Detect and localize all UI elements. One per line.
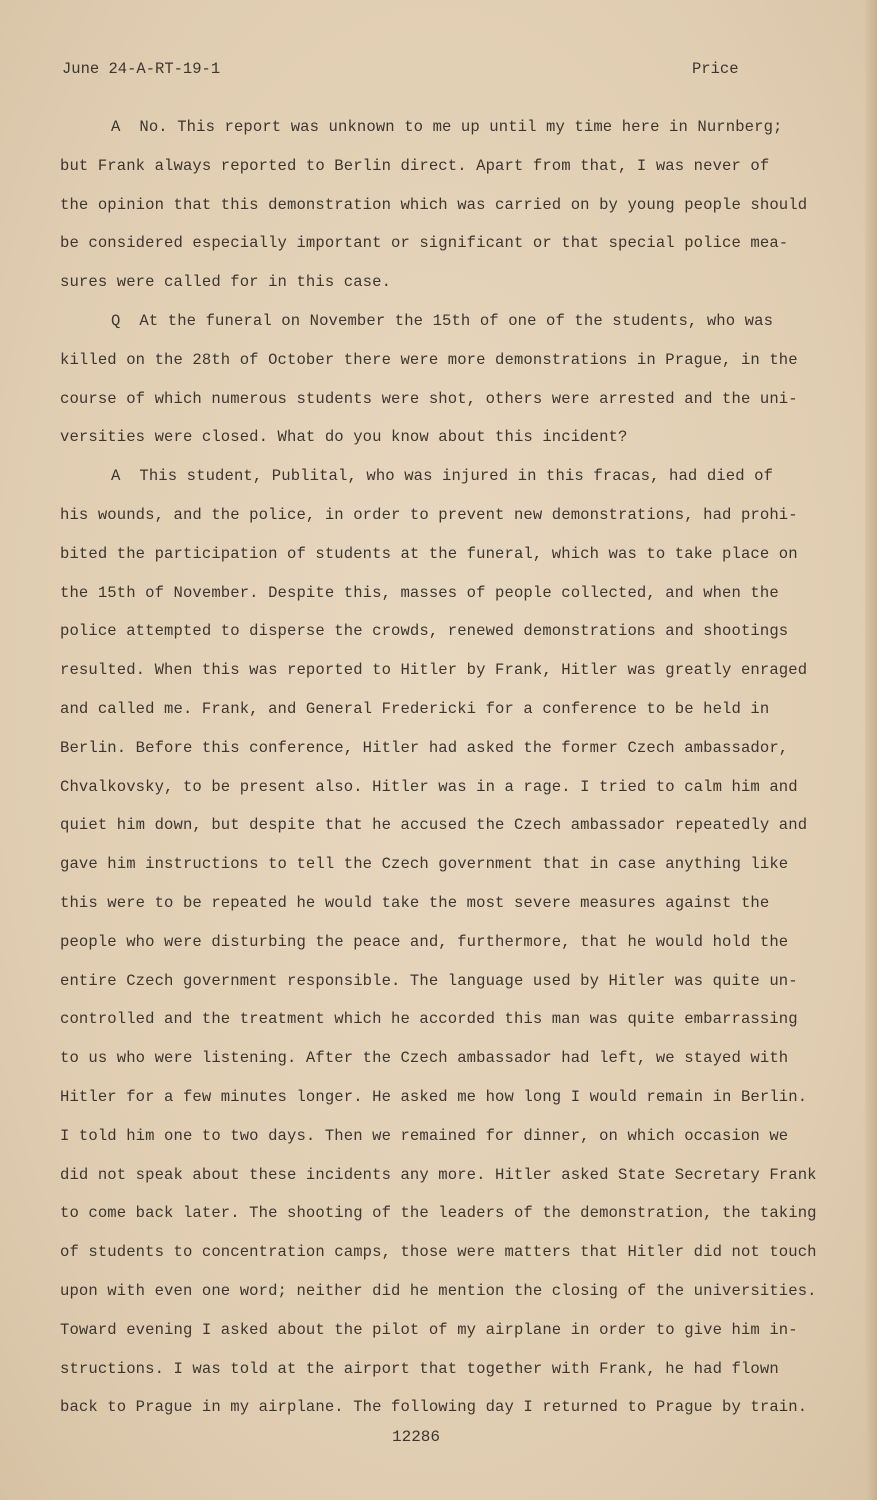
text-line: Toward evening I asked about the pilot of my airplane in order to give him in- bbox=[60, 1320, 798, 1339]
text-line: Berlin. Before this conference, Hitler had asked the former Czech ambassador, bbox=[60, 738, 789, 757]
text-line: structions. I was told at the airport that together with Frank, he had flown bbox=[60, 1359, 779, 1378]
witness-name: Price bbox=[692, 60, 739, 78]
text-line: to come back later. The shooting of the leaders of the demonstration, the taking bbox=[60, 1204, 817, 1223]
text-line: this were to be repeated he would take the most severe measures against the bbox=[60, 894, 770, 912]
text-line: Q At the funeral on November the 15th of one of the students, who was bbox=[111, 312, 774, 330]
text-line: Chvalkovsky, to be present also. Hitler was in a rage. I tried to calm him and bbox=[60, 777, 798, 796]
text-line: controlled and the treatment which he accorded this man was quite embarrassing bbox=[60, 1010, 798, 1029]
paper-edge bbox=[865, 0, 877, 1500]
text-line: A No. This report was unknown to me up until my time here in Nurnberg; bbox=[111, 118, 783, 136]
text-line: upon with even one word; neither did he mention the closing of the universities. bbox=[60, 1282, 817, 1300]
text-line: and called me. Frank, and General Fredericki for a conference to be held in bbox=[60, 700, 770, 718]
text-line: killed on the 28th of October there were more demonstrations in Prague, in the bbox=[60, 350, 798, 369]
text-line: entire Czech government responsible. The language used by Hitler was quite un- bbox=[60, 971, 798, 990]
text-line: did not speak about these incidents any more. Hitler asked State Secretary Frank bbox=[60, 1165, 817, 1184]
text-line: gave him instructions to tell the Czech government that in case anything like bbox=[60, 855, 789, 874]
text-line: I told him one to two days. Then we remained for dinner, on which occasion we bbox=[60, 1126, 789, 1145]
text-line: police attempted to disperse the crowds, renewed demonstrations and shootings bbox=[60, 622, 789, 641]
text-line: of students to concentration camps, those were matters that Hitler did not touch bbox=[60, 1243, 817, 1262]
page-number: 12286 bbox=[392, 1428, 441, 1446]
text-line: the 15th of November. Despite this, masses of people collected, and when the bbox=[60, 583, 779, 602]
text-line: the opinion that this demonstration which was carried on by young people should bbox=[60, 195, 808, 214]
text-line: people who were disturbing the peace and, furthermore, that he would hold the bbox=[60, 932, 789, 951]
text-line: versities were closed. What do you know about this incident? bbox=[60, 428, 628, 447]
text-line: resulted. When this was reported to Hitler by Frank, Hitler was greatly enraged bbox=[60, 661, 808, 680]
text-line: sures were called for in this case. bbox=[60, 273, 392, 292]
text-line: but Frank always reported to Berlin direct. Apart from that, I was never of bbox=[60, 156, 770, 175]
text-line: bited the participation of students at the funeral, which was to take place on bbox=[60, 544, 798, 563]
text-line: his wounds, and the police, in order to prevent new demonstrations, had prohi- bbox=[60, 506, 798, 524]
text-line: be considered especially important or significant or that special police mea- bbox=[60, 234, 789, 253]
text-line: quiet him down, but despite that he accused the Czech ambassador repeatedly and bbox=[60, 816, 808, 835]
text-line: A This student, Publital, who was injured in this fracas, had died of bbox=[111, 467, 774, 486]
document-reference: June 24-A-RT-19-1 bbox=[62, 60, 221, 78]
text-line: course of which numerous students were shot, others were arrested and the uni- bbox=[60, 389, 798, 408]
text-line: back to Prague in my airplane. The following day I returned to Prague by train. bbox=[60, 1398, 808, 1417]
text-line: Hitler for a few minutes longer. He asked me how long I would remain in Berlin. bbox=[60, 1088, 808, 1106]
text-line: to us who were listening. After the Czech ambassador had left, we stayed with bbox=[60, 1049, 789, 1068]
